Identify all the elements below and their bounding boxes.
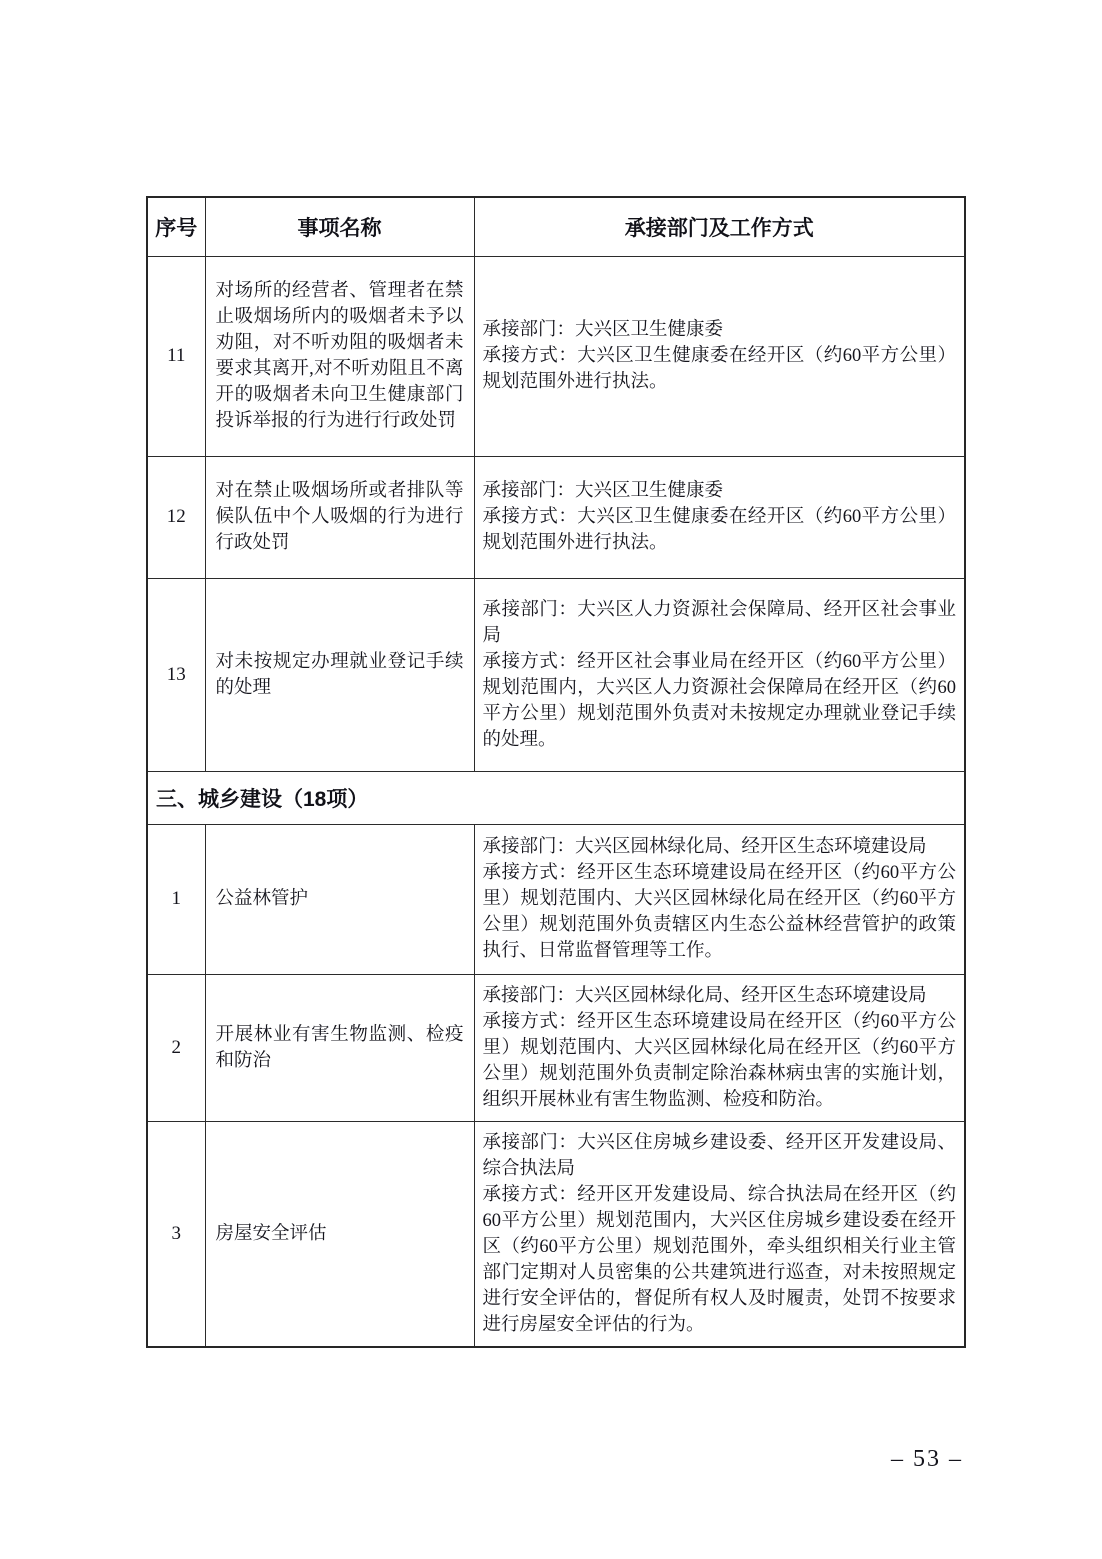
detail-cell bbox=[474, 974, 965, 1121]
row-number-cell: 3 bbox=[147, 1121, 205, 1347]
detail-paragraph: 承接部门：大兴区园林绿化局、经开区生态环境建设局 bbox=[482, 837, 927, 857]
table-row bbox=[147, 256, 965, 456]
detail-paragraph: 承接方式：经开区社会事业局在经开区（约60平方公里）规划范围内，大兴区人力资源社会保障局在经开区（约60平方公里）规划范围外负责对未按规定办理就业登记手续的处理。 bbox=[482, 651, 956, 750]
header-row bbox=[147, 197, 965, 256]
row-number-cell: 1 bbox=[147, 824, 205, 974]
item-name-cell: 房屋安全评估 bbox=[205, 1121, 474, 1347]
item-name-cell: 对在禁止吸烟场所或者排队等候队伍中个人吸烟的行为进行行政处罚 bbox=[205, 456, 474, 578]
detail-paragraph: 承接方式：经开区生态环境建设局在经开区（约60平方公里）规划范围内、大兴区园林绿化局在经开区（约60平方公里）规划范围外负责制定除治森林病虫害的实施计划，组织开展林业有害生物监测、检疫和防治。 bbox=[482, 1011, 956, 1110]
row-number-cell: 13 bbox=[147, 578, 205, 771]
item-name-cell: 对场所的经营者、管理者在禁止吸烟场所内的吸烟者未予以劝阻，对不听劝阻的吸烟者未要求其离开,对不听劝阻且不离开的吸烟者未向卫生健康部门投诉举报的行为进行行政处罚 bbox=[205, 256, 474, 456]
detail-paragraph: 承接方式：大兴区卫生健康委在经开区（约60平方公里）规划范围外进行执法。 bbox=[482, 346, 956, 392]
detail-paragraph: 承接方式：经开区开发建设局、综合执法局在经开区（约60平方公里）规划范围内，大兴区住房城乡建设委在经开区（约60平方公里）规划范围外，牵头组织相关行业主管部门定期对人员密集的公共建筑进行巡查，对未按照规定进行安全评估的，督促所有权人及时履责，处罚不按要求进行房屋安全评估的行为。 bbox=[482, 1184, 956, 1335]
table-body bbox=[147, 256, 965, 1347]
row-number-cell: 12 bbox=[147, 456, 205, 578]
detail-paragraph: 承接方式：大兴区卫生健康委在经开区（约60平方公里）规划范围外进行执法。 bbox=[482, 507, 956, 553]
item-name-cell: 对未按规定办理就业登记手续的处理 bbox=[205, 578, 474, 771]
page-number: – 53 – bbox=[891, 1446, 963, 1472]
detail-paragraph: 承接部门：大兴区人力资源社会保障局、经开区社会事业局 bbox=[482, 599, 956, 646]
detail-cell bbox=[474, 1121, 965, 1347]
section-row bbox=[147, 771, 965, 824]
table-row bbox=[147, 974, 965, 1121]
column-header-department: 承接部门及工作方式 bbox=[474, 197, 965, 256]
column-header-item-name: 事项名称 bbox=[205, 197, 474, 256]
table-header bbox=[147, 197, 965, 256]
item-name-cell: 开展林业有害生物监测、检疫和防治 bbox=[205, 974, 474, 1121]
detail-paragraph: 承接方式：经开区生态环境建设局在经开区（约60平方公里）规划范围内、大兴区园林绿化局在经开区（约60平方公里）规划范围外负责辖区内生态公益林经营管护的政策执行、日常监督管理等工作。 bbox=[482, 863, 956, 961]
section-label: 三、城乡建设（18项） bbox=[147, 771, 965, 824]
table-row bbox=[147, 1121, 965, 1347]
table-row bbox=[147, 456, 965, 578]
detail-paragraph: 承接部门：大兴区卫生健康委 bbox=[482, 481, 724, 501]
table-row bbox=[147, 824, 965, 974]
detail-paragraph: 承接部门：大兴区园林绿化局、经开区生态环境建设局 bbox=[482, 985, 927, 1006]
detail-cell bbox=[474, 578, 965, 771]
row-number-cell: 2 bbox=[147, 974, 205, 1121]
detail-paragraph: 承接部门：大兴区卫生健康委 bbox=[482, 320, 724, 340]
item-name-cell: 公益林管护 bbox=[205, 824, 474, 974]
column-header-number: 序号 bbox=[147, 197, 205, 256]
row-number-cell: 11 bbox=[147, 256, 205, 456]
detail-paragraph: 承接部门：大兴区住房城乡建设委、经开区开发建设局、综合执法局 bbox=[482, 1132, 956, 1179]
transfer-items-table bbox=[146, 196, 966, 1348]
detail-cell bbox=[474, 824, 965, 974]
detail-cell bbox=[474, 256, 965, 456]
detail-cell bbox=[474, 456, 965, 578]
table-row bbox=[147, 578, 965, 771]
